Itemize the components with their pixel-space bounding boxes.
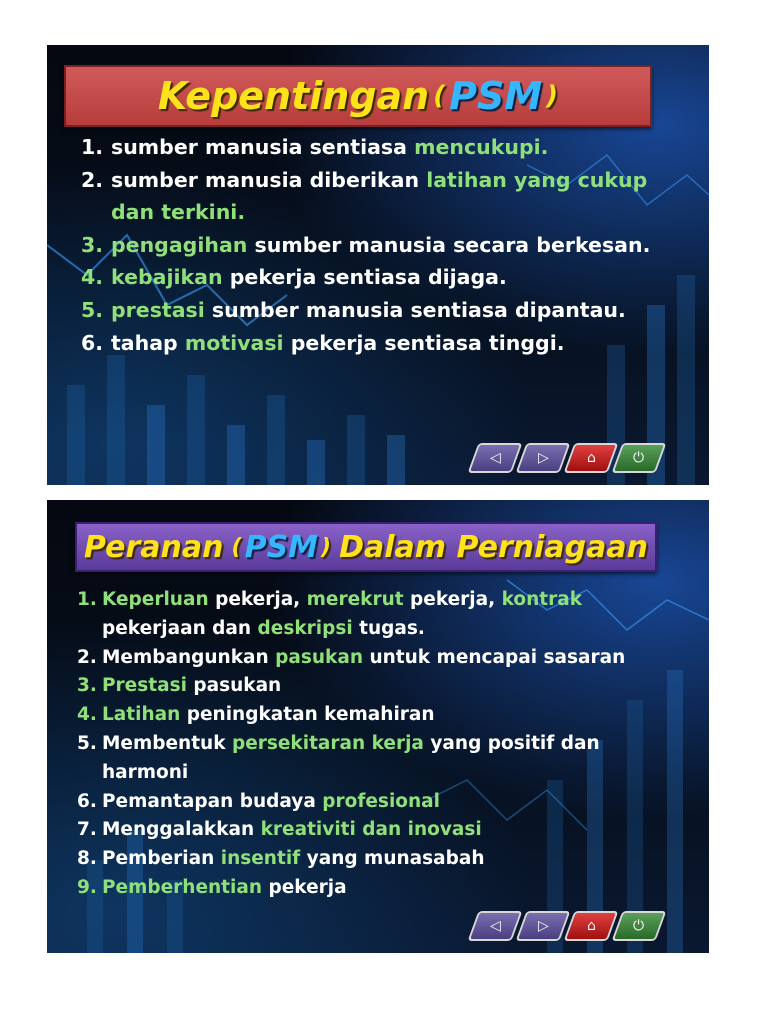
list-item-text: tahap <box>111 330 185 355</box>
list-item-text: yang positif dan harmoni <box>102 732 600 783</box>
list-item <box>77 644 677 673</box>
forward-arrow-icon-glyph: ▷ <box>537 918 549 934</box>
list-item-number: 4. <box>77 704 97 726</box>
highlight-text: kebajikan <box>111 265 223 290</box>
list-item-text: pekerja, <box>403 589 502 610</box>
back-arrow-icon[interactable] <box>468 911 523 941</box>
highlight-text: latihan yang cukup dan terkini. <box>111 167 648 225</box>
exit-icon-glyph: ⏻ <box>633 918 645 934</box>
highlight-text: Prestasi <box>102 675 187 697</box>
title-paren-close: ) <box>546 81 559 111</box>
list-item-text: pekerja, <box>208 589 307 610</box>
kepentingan-list <box>81 131 681 359</box>
list-item-text: yang munasabah <box>300 848 485 870</box>
list-item <box>81 294 681 327</box>
slide1-title <box>64 65 652 127</box>
highlight-text: prestasi <box>111 297 205 322</box>
list-item-text: sumber manusia secara berkesan. <box>247 232 651 257</box>
list-item-text: pekerjaan dan <box>102 617 258 639</box>
list-item-number: 2. <box>81 167 104 192</box>
list-item-text: sumber manusia sentiasa dipantau. <box>204 297 626 322</box>
list-item <box>81 327 681 360</box>
list-item-number: 6. <box>77 790 97 812</box>
highlight-text: motivasi <box>184 330 284 355</box>
highlight-text: kreativiti dan inovasi <box>260 819 482 841</box>
highlight-text: pasukan <box>275 646 363 668</box>
home-icon[interactable] <box>564 443 619 473</box>
list-item-number: 3. <box>77 675 97 697</box>
list-item <box>81 229 681 262</box>
list-item <box>77 816 677 845</box>
home-icon-glyph: ⌂ <box>586 450 596 466</box>
slide-navigation <box>473 443 661 473</box>
list-item-number: 2. <box>77 646 97 668</box>
back-arrow-icon-glyph: ◁ <box>489 918 501 934</box>
highlight-text: Latihan <box>102 704 181 726</box>
forward-arrow-icon[interactable] <box>516 443 571 473</box>
list-item-number: 5. <box>77 732 97 754</box>
list-item-number: 8. <box>77 848 97 870</box>
list-item-text: Pemantapan budaya <box>102 790 323 812</box>
highlight-text: merekrut <box>306 589 404 610</box>
highlight-text: kontrak <box>501 589 583 610</box>
title-paren-close: ) <box>321 534 332 560</box>
title-paren-open: ( <box>231 534 242 560</box>
list-item-number: 6. <box>81 330 104 355</box>
home-icon-glyph: ⌂ <box>586 918 596 934</box>
highlight-text: Keperluan <box>102 589 209 610</box>
list-item-text: tugas. <box>352 617 425 639</box>
home-icon[interactable] <box>564 911 619 941</box>
list-item-text: pekerja <box>262 876 347 898</box>
list-item-text: untuk mencapai sasaran <box>363 646 626 668</box>
list-item-text: peningkatan kemahiran <box>180 704 435 726</box>
highlight-text: Pemberhentian <box>102 876 263 898</box>
peranan-list <box>77 586 677 903</box>
list-item-text: Menggalakkan <box>102 819 261 841</box>
list-item-text: pekerja sentiasa tinggi. <box>283 330 565 355</box>
list-item <box>81 131 681 164</box>
title-part-b: Dalam Perniagaan <box>339 529 648 565</box>
list-item-number: 7. <box>77 819 97 841</box>
list-item-text: Pemberian <box>102 848 221 870</box>
list-item-text: Membentuk <box>102 732 232 754</box>
back-arrow-icon-glyph: ◁ <box>489 450 501 466</box>
forward-arrow-icon-glyph: ▷ <box>537 450 549 466</box>
highlight-text: persekitaran kerja <box>231 732 424 754</box>
list-item <box>77 701 677 730</box>
list-item <box>77 586 677 644</box>
title-abbr: PSM <box>244 529 319 565</box>
list-item-text: sumber manusia diberikan <box>111 167 427 192</box>
list-item-text: sumber manusia sentiasa <box>111 135 415 159</box>
list-item-number: 1. <box>77 589 97 610</box>
list-item-number: 9. <box>77 876 97 898</box>
list-item-number: 1. <box>81 135 104 159</box>
list-item <box>77 874 677 903</box>
back-arrow-icon[interactable] <box>468 443 523 473</box>
list-item <box>77 672 677 701</box>
list-item-text: pasukan <box>186 675 282 697</box>
highlight-text: profesional <box>322 790 440 812</box>
highlight-text: insentif <box>220 848 301 870</box>
list-item <box>77 845 677 874</box>
title-main: Kepentingan <box>157 74 430 118</box>
list-item <box>77 788 677 817</box>
list-item-number: 3. <box>81 232 104 257</box>
highlight-text: pengagihan <box>111 232 248 257</box>
forward-arrow-icon[interactable] <box>516 911 571 941</box>
list-item-number: 5. <box>81 297 104 322</box>
title-part-a: Peranan <box>83 529 224 565</box>
list-item-text: pekerja sentiasa dijaga. <box>222 265 507 290</box>
slide-peranan <box>47 500 709 953</box>
exit-icon[interactable] <box>612 443 667 473</box>
title-abbr: PSM <box>449 74 543 118</box>
slide-kepentingan <box>47 45 709 485</box>
slide-navigation <box>473 911 661 941</box>
list-item-number: 4. <box>81 265 104 290</box>
highlight-text: mencukupi. <box>414 135 549 159</box>
list-item <box>77 730 677 788</box>
highlight-text: deskripsi <box>257 617 353 639</box>
list-item-text: Membangunkan <box>102 646 276 668</box>
slide2-title <box>75 522 657 572</box>
list-item <box>81 261 681 294</box>
list-item <box>81 164 681 229</box>
title-paren-open: ( <box>433 81 446 111</box>
exit-icon[interactable] <box>612 911 667 941</box>
exit-icon-glyph: ⏻ <box>633 450 645 466</box>
